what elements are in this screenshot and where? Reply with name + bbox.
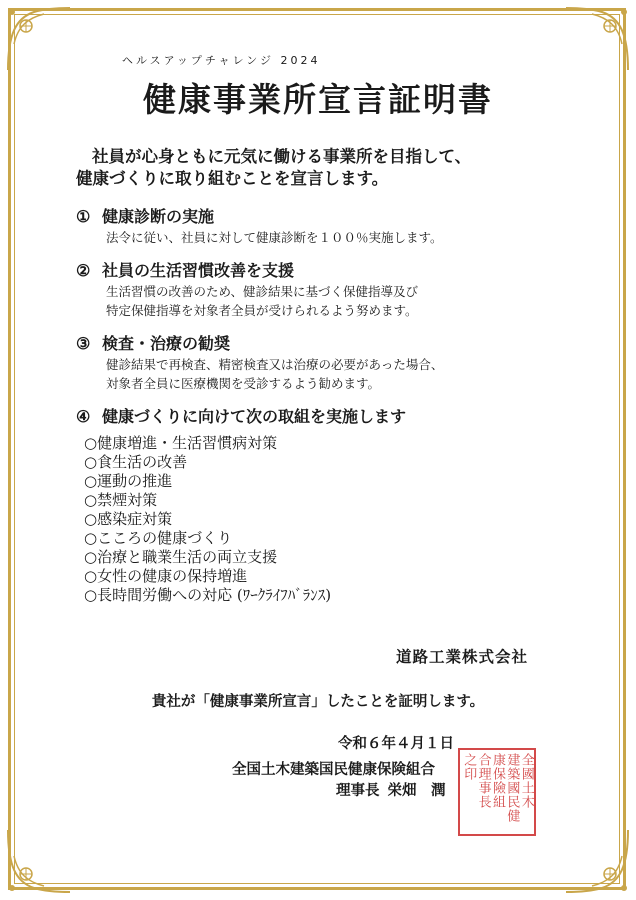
issue-date: 令和６年４月１日 (338, 735, 454, 752)
section-lifestyle-support (76, 260, 576, 320)
section-text: 法令に従い、社員に対して健康診断を１００％実施します。 (106, 230, 443, 245)
seal-text: 全國土木 (518, 753, 534, 809)
section-number: ④ (76, 407, 91, 426)
seal-text: 之印 (461, 753, 477, 781)
list-item: ○治療と職業生活の両立支援 (84, 548, 278, 566)
issuer-role: 理事長 (336, 782, 380, 799)
issuer-block (232, 759, 454, 801)
list-item: ○感染症対策 (84, 510, 173, 528)
section-heading: 健康診断の実施 (102, 207, 215, 226)
corner-ornament-icon (562, 826, 632, 896)
list-item: ○こころの健康づくり (84, 529, 233, 547)
corner-ornament-icon (4, 826, 74, 896)
section-heading: 社員の生活習慣改善を支援 (102, 261, 295, 280)
list-item: ○食生活の改善 (84, 453, 188, 471)
issuer-organization: 全国土木建築国民健康保険組合 (232, 761, 435, 778)
section-examination-treatment (76, 333, 576, 393)
section-text: 健診結果で再検査、精密検査又は治療の必要があった場合、 (106, 357, 444, 372)
list-item: ○運動の推進 (84, 472, 173, 490)
company-name: 道路工業株式会社 (396, 647, 529, 666)
section-text: 対象者全員に医療機関を受診するよう勧めます。 (106, 376, 381, 391)
list-item: ○女性の健康の保持増進 (84, 567, 248, 585)
list-item: ○長時間労働への対応 (ﾜｰｸﾗｲﾌﾊﾞﾗﾝｽ) (84, 586, 332, 604)
corner-ornament-icon (562, 4, 632, 74)
page-title: 健康事業所宣言証明書 (143, 80, 493, 119)
section-text: 生活習慣の改善のため、健診結果に基づく保健指導及び (106, 284, 419, 299)
intro-statement (76, 146, 566, 190)
seal-text: 建築國民健 (504, 753, 520, 823)
intro-line-1: 社員が心身ともに元気に働ける事業所を目指して、 (92, 147, 472, 166)
list-item: ○健康増進・生活習慣病対策 (84, 434, 278, 452)
official-seal-stamp (458, 748, 536, 836)
section-number: ① (76, 207, 91, 226)
subtitle: ヘルスアップチャレンジ 2024 (122, 54, 321, 67)
initiative-list (84, 434, 331, 605)
list-item: ○禁煙対策 (84, 491, 158, 509)
certification-statement: 貴社が「健康事業所宣言」したことを証明します。 (151, 693, 485, 710)
corner-ornament-icon (4, 4, 74, 74)
section-heading: 検査・治療の勧奨 (102, 334, 231, 353)
section-health-checkup (76, 206, 576, 247)
section-initiatives (76, 406, 576, 428)
seal-text: 康保險組 (489, 753, 505, 809)
section-heading: 健康づくりに向けて次の取組を実施します (102, 407, 407, 426)
issuer-name: 栄畑 潤 (387, 782, 446, 799)
seal-text: 合理事長 (475, 753, 491, 809)
section-text: 特定保健指導を対象者全員が受けられるよう努めます。 (106, 303, 418, 318)
intro-line-2: 健康づくりに取り組むことを宣言します。 (76, 169, 389, 188)
section-number: ② (76, 261, 91, 280)
section-number: ③ (76, 334, 91, 353)
